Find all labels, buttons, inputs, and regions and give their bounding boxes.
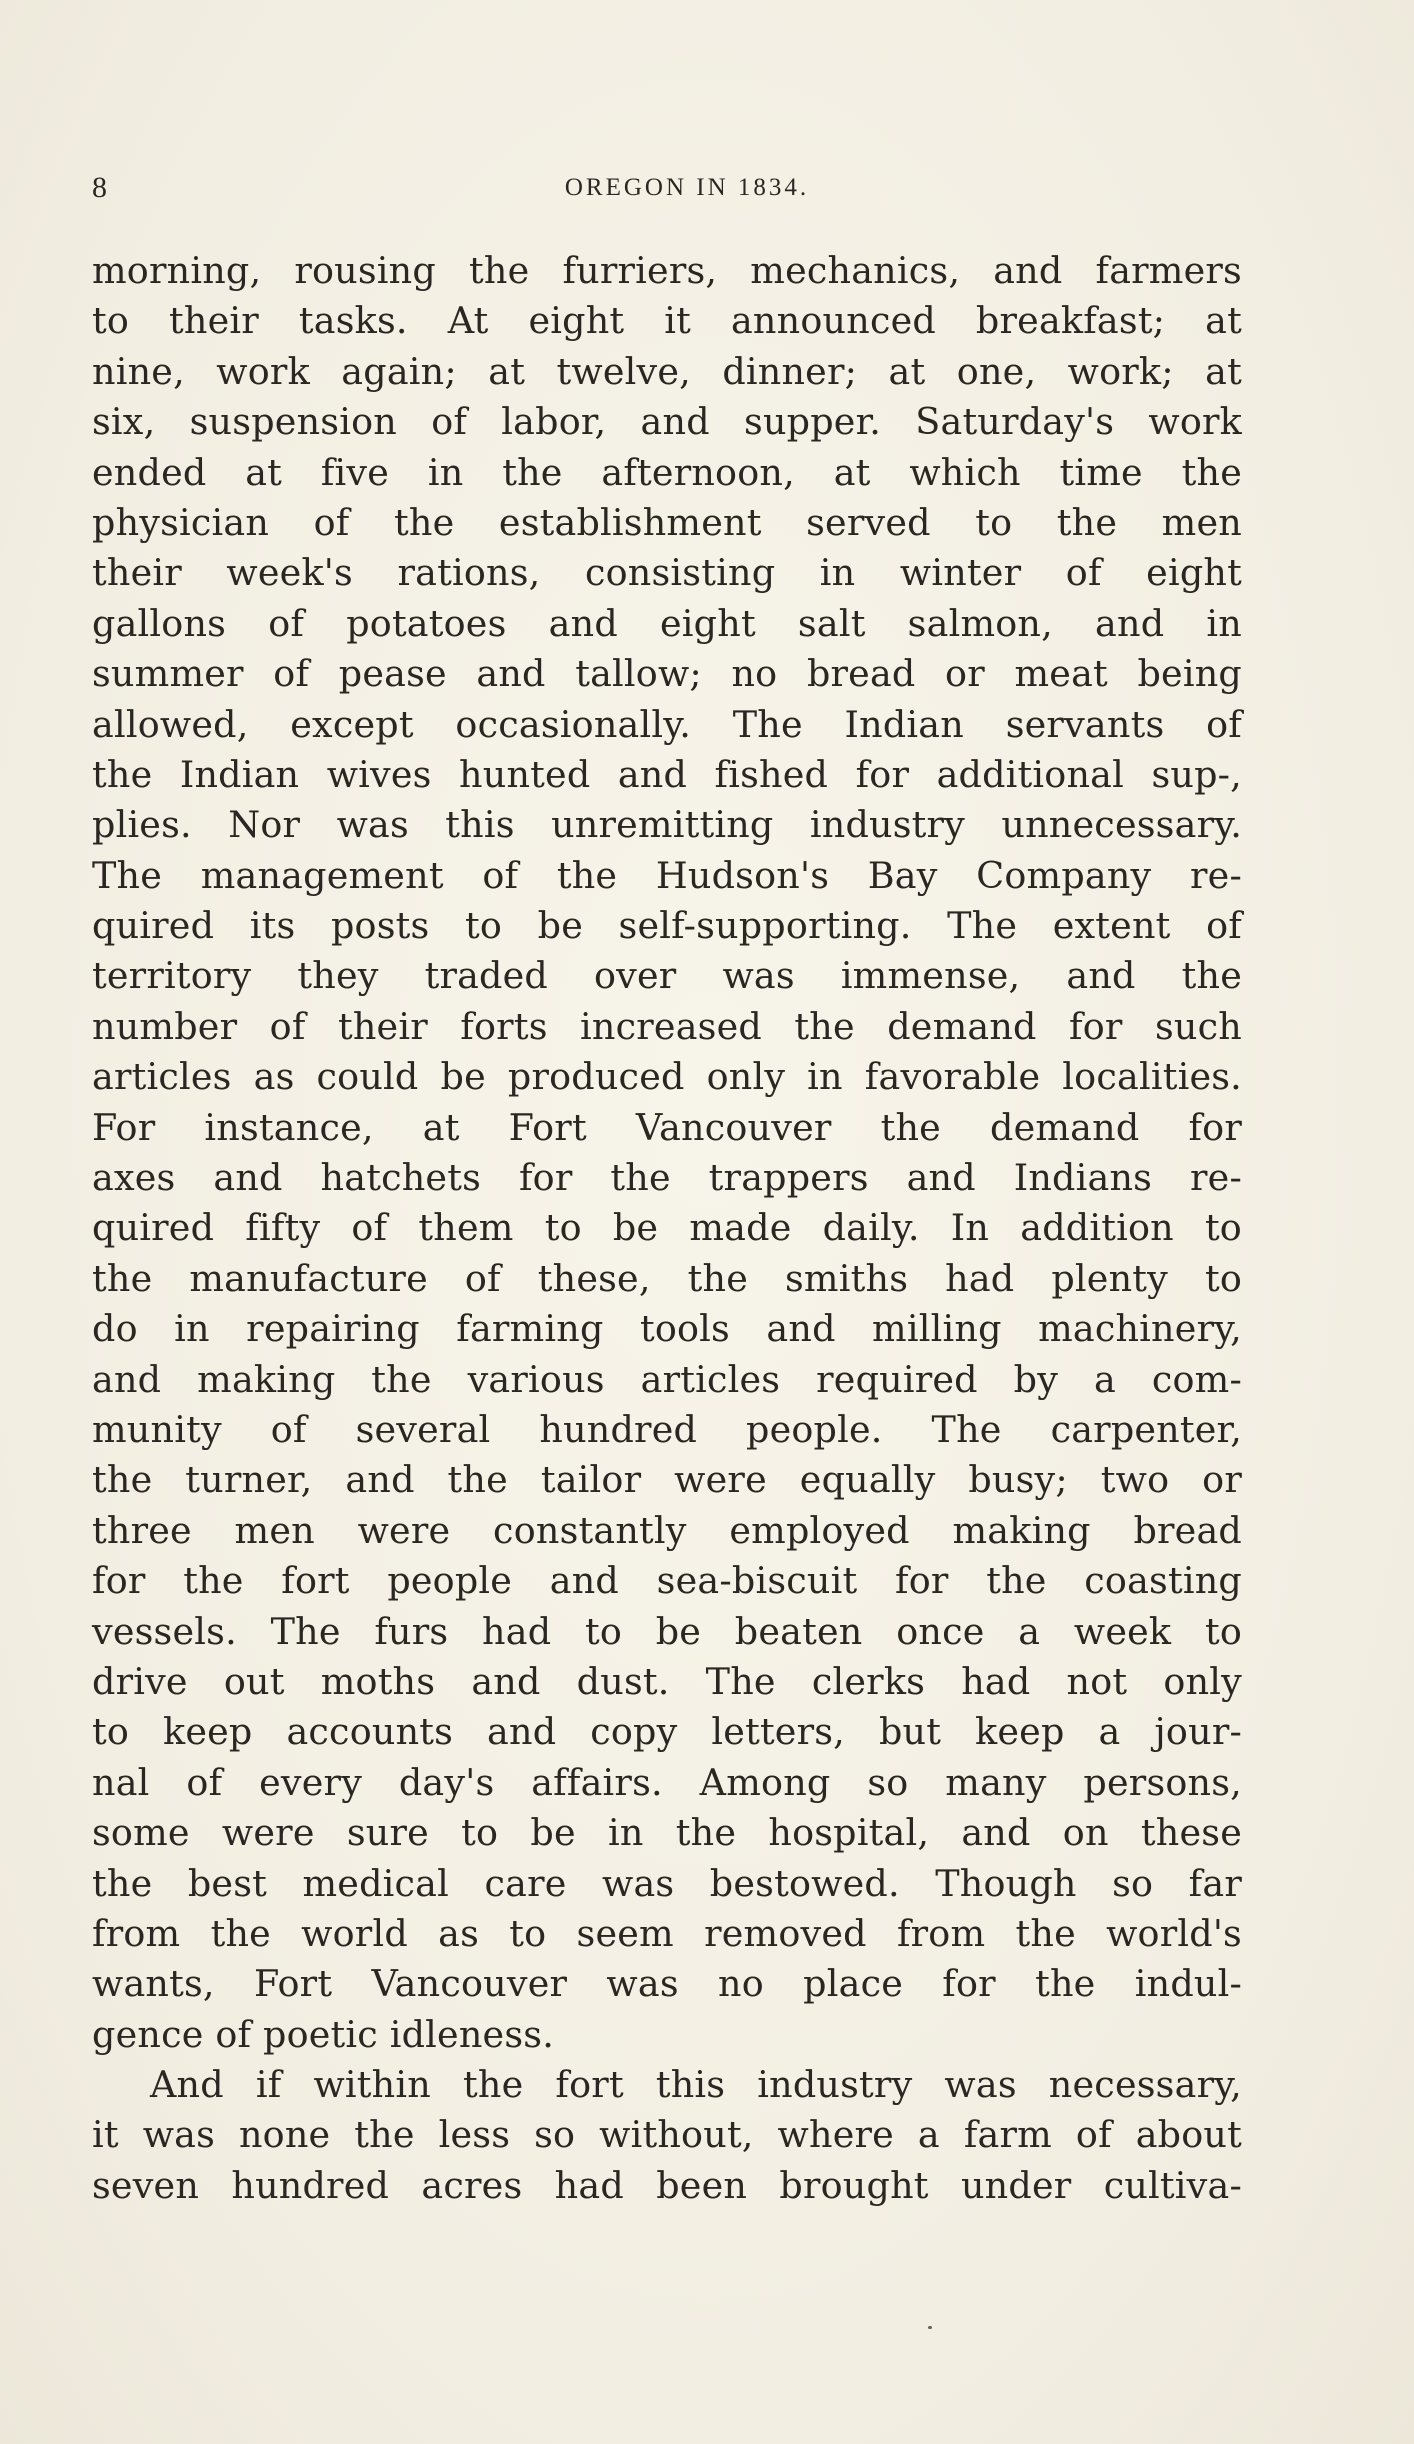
- text-line: nal of every day's affairs. Among so many persons,: [92, 1760, 1242, 1804]
- text-line: from the world as to seem removed from the world's: [92, 1911, 1242, 1955]
- body-text: [92, 246, 1242, 2211]
- running-head: OREGON IN 1834.: [564, 174, 810, 201]
- text-line: drive out moths and dust. The clerks had not only: [92, 1659, 1242, 1703]
- text-line: seven hundred acres had been brought under cultiva-: [92, 2163, 1242, 2207]
- text-line: it was none the less so without, where a farm of about: [92, 2113, 1242, 2157]
- text-line: to their tasks. At eight it announced breakfast; at: [92, 299, 1242, 343]
- text-line: the turner, and the tailor were equally busy; two or: [92, 1458, 1242, 1502]
- text-line: physician of the establishment served to the men: [92, 500, 1242, 544]
- text-line: do in repairing farming tools and milling machinery,: [92, 1307, 1242, 1351]
- text-line: for the fort people and sea-biscuit for the coasting: [92, 1559, 1242, 1603]
- text-line: six, suspension of labor, and supper. Saturday's work: [92, 400, 1242, 444]
- text-line: the best medical care was bestowed. Though so far: [92, 1861, 1242, 1905]
- text-line: plies. Nor was this unremitting industry unnecessary.: [92, 803, 1242, 847]
- text-line: their week's rations, consisting in winter of eight: [92, 551, 1242, 595]
- text-line: For instance, at Fort Vancouver the demand for: [92, 1105, 1242, 1149]
- text-line: wants, Fort Vancouver was no place for the indul-: [92, 1962, 1242, 2006]
- text-line: quired fifty of them to be made daily. In addition to: [92, 1206, 1242, 1250]
- text-line: and making the various articles required by a com-: [92, 1357, 1242, 1401]
- text-line: the manufacture of these, the smiths had plenty to: [92, 1256, 1242, 1300]
- text-line: gallons of potatoes and eight salt salmon, and in: [92, 601, 1242, 645]
- text-line: to keep accounts and copy letters, but keep a jour-: [92, 1710, 1242, 1754]
- text-line: axes and hatchets for the trappers and Indians re-: [92, 1156, 1242, 1200]
- text-line: articles as could be produced only in favorable localities.: [92, 1055, 1242, 1099]
- text-line: ended at five in the afternoon, at which time the: [92, 450, 1242, 494]
- paper-speck: [928, 2326, 932, 2329]
- text-line: territory they traded over was immense, and the: [92, 954, 1242, 998]
- text-line: the Indian wives hunted and fished for additional sup-,: [92, 752, 1242, 796]
- text-line: some were sure to be in the hospital, and on these: [92, 1811, 1242, 1855]
- text-line: gence of poetic idleness.: [92, 2012, 555, 2056]
- text-line: three men were constantly employed making bread: [92, 1508, 1242, 1552]
- text-line: number of their forts increased the demand for such: [92, 1004, 1242, 1048]
- text-line: morning, rousing the furriers, mechanics, and farmers: [92, 249, 1242, 292]
- text-line: summer of pease and tallow; no bread or meat being: [92, 652, 1242, 696]
- page-number: 8: [92, 171, 107, 204]
- page-header: [92, 168, 1242, 208]
- text-line: vessels. The furs had to be beaten once a week to: [92, 1609, 1242, 1653]
- text-line: The management of the Hudson's Bay Company re-: [92, 853, 1242, 897]
- paragraph-start-line: And if within the fort this industry was necessary,: [150, 2063, 1242, 2107]
- text-line: munity of several hundred people. The carpenter,: [92, 1407, 1242, 1451]
- text-line: allowed, except occasionally. The Indian servants of: [92, 702, 1242, 746]
- text-line: quired its posts to be self-supporting. The extent of: [92, 904, 1242, 948]
- text-line: nine, work again; at twelve, dinner; at one, work; at: [92, 349, 1242, 393]
